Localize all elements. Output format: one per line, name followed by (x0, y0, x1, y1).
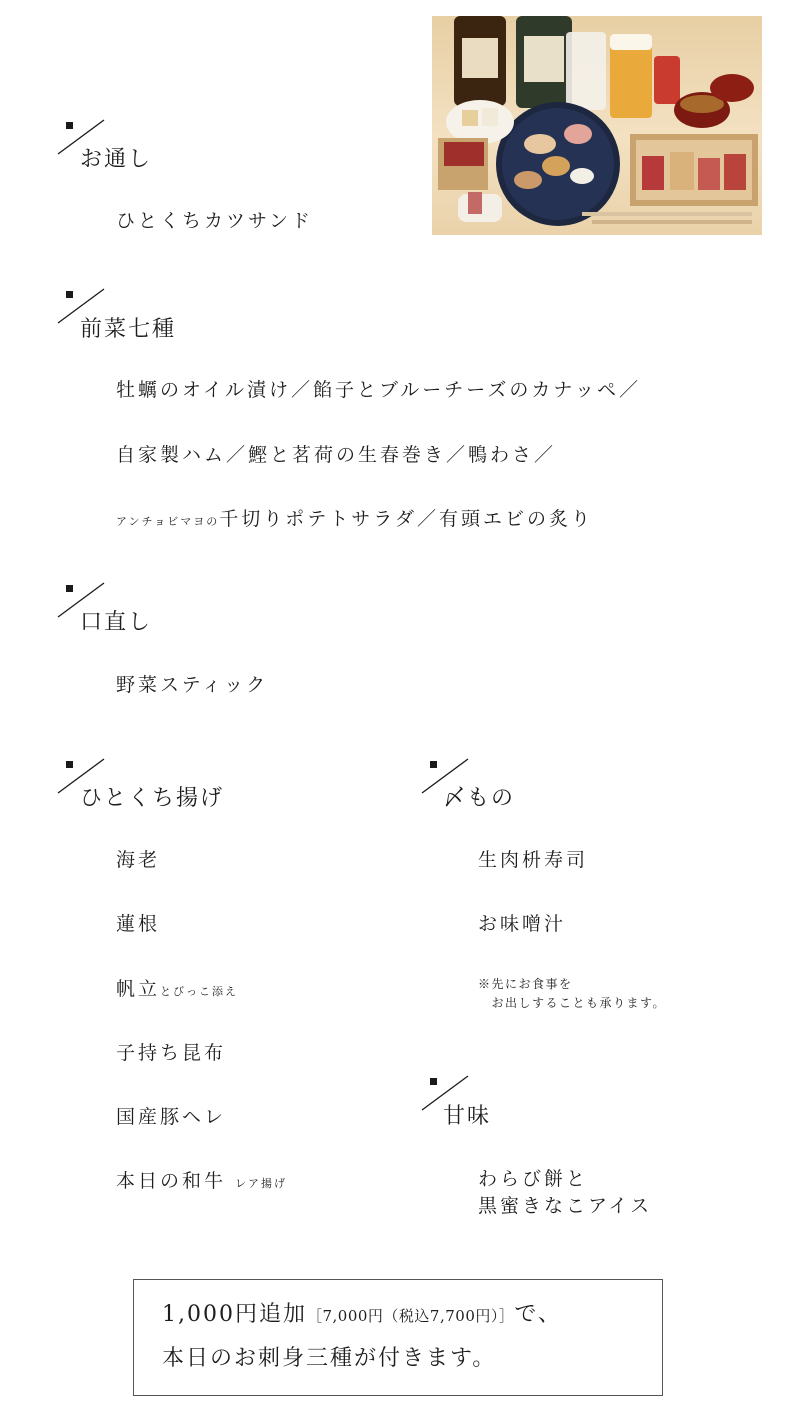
shime-note (478, 975, 666, 1013)
note-line: ※先にお食事を (478, 977, 573, 991)
menu-item-text: 国産豚ヘレ (116, 1106, 227, 1128)
menu-item: ひとくちカツサンド (116, 210, 314, 232)
upgrade-box (133, 1279, 663, 1396)
upgrade-line-1 (162, 1304, 562, 1326)
section-title-zensai: 前菜七種 (80, 317, 177, 342)
menu-item (116, 1044, 226, 1063)
menu-item-note: レア揚げ (235, 1177, 288, 1190)
menu-item (116, 1108, 226, 1127)
section-title-hitokuchi-age: ひとくち揚げ (80, 786, 225, 811)
section-title-kuchinaoshi: 口直し (80, 610, 153, 635)
note-line: お出しすることも承ります。 (478, 996, 667, 1010)
section-title-shime: 〆もの (443, 786, 516, 811)
menu-item (116, 980, 238, 999)
menu-item: 牡蠣のオイル漬け／餡子とブルーチーズのカナッペ／ (116, 379, 641, 401)
section-title-otoshi: お通し (80, 147, 153, 172)
menu-item (116, 851, 160, 870)
menu-item-text: 千切りポテトサラダ／有頭エビの炙り (219, 508, 594, 530)
menu-item-text: 海老 (116, 849, 161, 871)
menu-item: 野菜スティック (116, 674, 269, 696)
menu-item-text: 蓮根 (116, 913, 161, 935)
upgrade-total: ［7,000円（税込7,700円）］ (306, 1307, 515, 1325)
menu-item-text: 本日の和牛 (116, 1170, 227, 1192)
upgrade-price: 1,000円追加 (162, 1302, 307, 1327)
menu-item-note: とびっこ添え (160, 985, 239, 998)
upgrade-line-2: 本日のお刺身三種が付きます。 (162, 1346, 497, 1371)
menu-item: 自家製ハム／鰹と茗荷の生春巻き／鴨わさ／ (116, 444, 557, 466)
upgrade-suffix: で、 (514, 1302, 562, 1327)
menu-item-text: 帆立 (116, 978, 161, 1000)
menu-item: わらび餅と (478, 1168, 589, 1190)
menu-item (116, 915, 160, 934)
menu-item-text: 子持ち昆布 (116, 1042, 227, 1064)
menu-item: お味噌汁 (478, 913, 567, 935)
section-title-amami: 甘味 (443, 1104, 492, 1129)
menu-item: 生肉枡寿司 (478, 849, 589, 871)
menu-item-prefix: アンチョビマヨの (116, 515, 220, 528)
menu-item: 黒蜜きなこアイス (478, 1195, 653, 1217)
course-photo (432, 16, 762, 235)
menu-item (116, 1172, 287, 1191)
menu-item (116, 510, 593, 529)
